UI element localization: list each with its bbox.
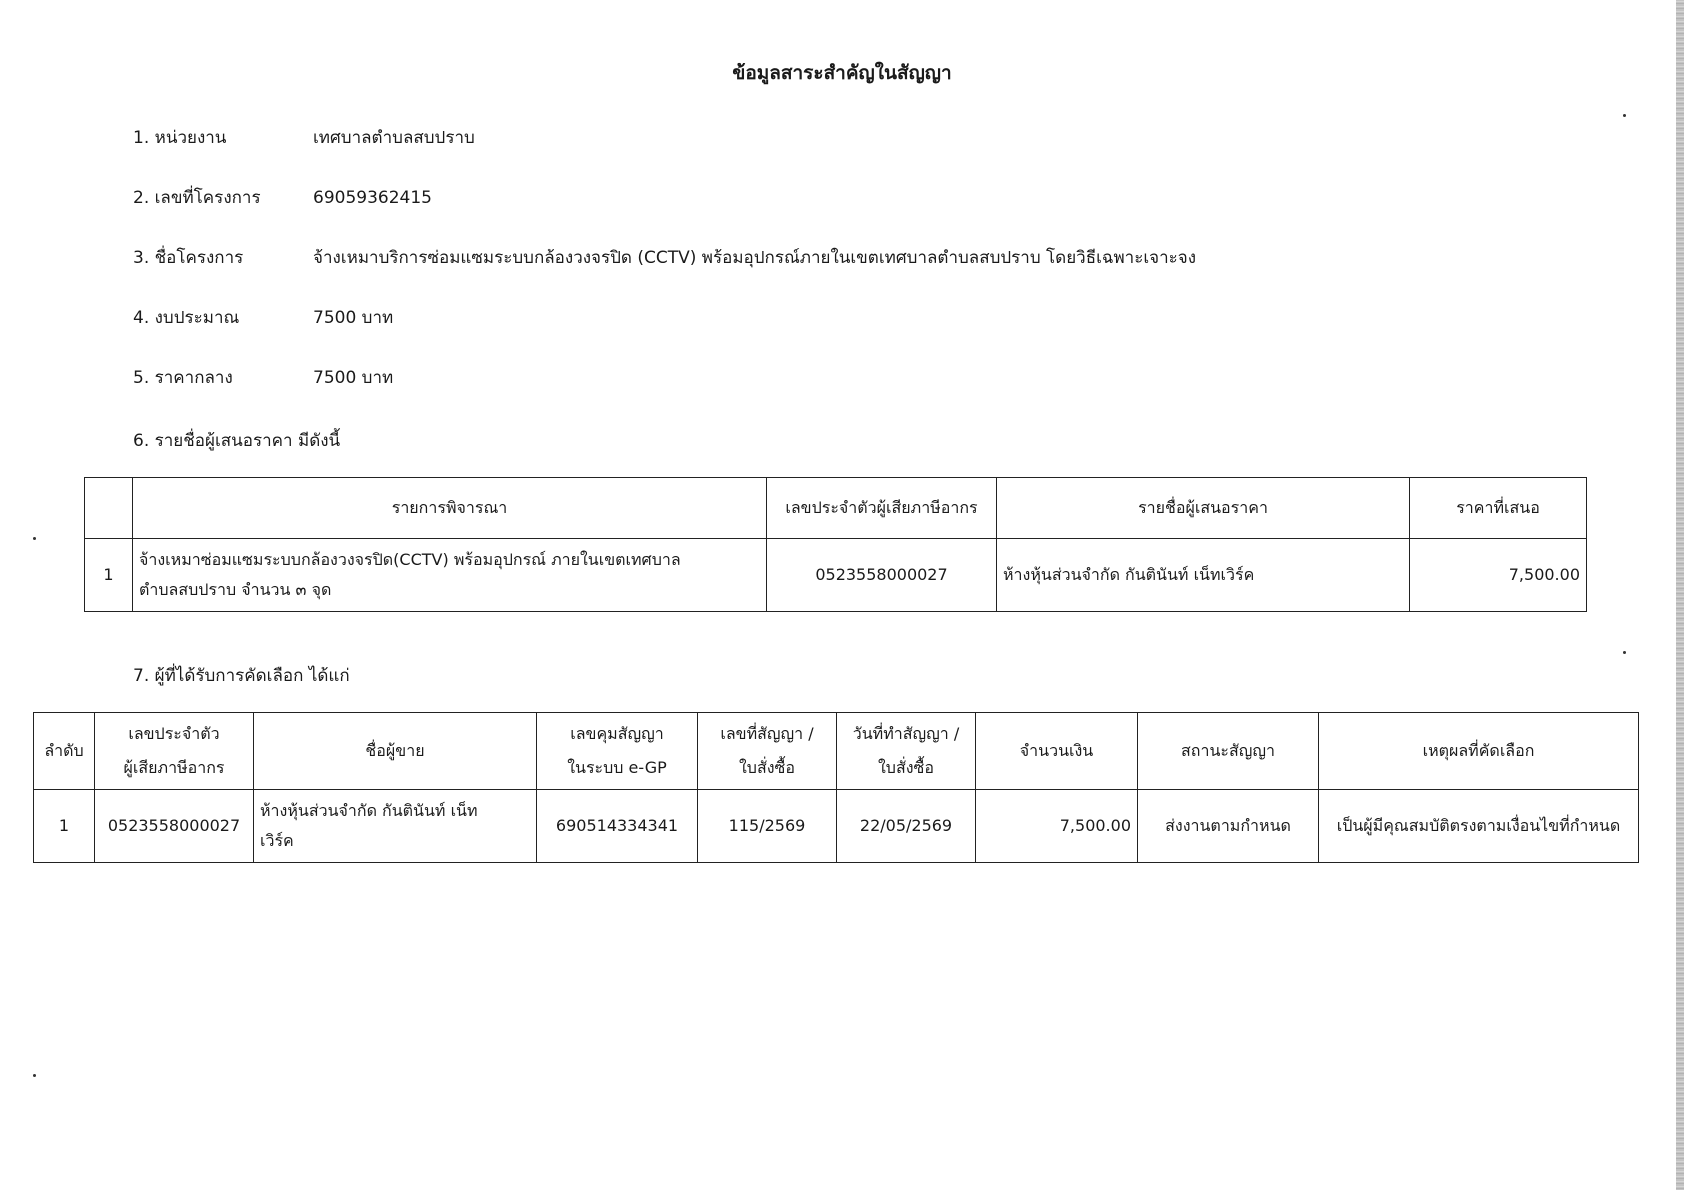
column-header-line: เลขประจำตัว: [128, 724, 220, 743]
scan-speck: [1623, 114, 1626, 117]
column-header-line: ในระบบ e-GP: [567, 758, 667, 777]
column-header: เลขประจำตัวผู้เสียภาษีอากร: [767, 478, 997, 539]
info-value: 7500 บาท: [313, 368, 394, 388]
seller-name-line: ห้างหุ้นส่วนจำกัด กันตินันท์ เน็ท: [260, 801, 478, 820]
column-header: ราคาที่เสนอ: [1410, 478, 1587, 539]
column-header: [95, 713, 254, 790]
info-label: 2. เลขที่โครงการ: [133, 188, 261, 208]
info-value: 7500 บาท: [313, 308, 394, 328]
column-header: [837, 713, 976, 790]
column-header-line: ผู้เสียภาษีอากร: [123, 758, 225, 777]
seller-name-line: เวิร์ค: [260, 831, 294, 850]
item-description-line: จ้างเหมาซ่อมแซมระบบกล้องวงจรปิด(CCTV) พร้อมอุปกรณ์ ภายในเขตเทศบาล: [139, 550, 681, 569]
info-label: 1. หน่วยงาน: [133, 128, 227, 148]
column-header: ลำดับ: [34, 713, 95, 790]
column-header-line: วันที่ทำสัญญา /: [852, 724, 960, 743]
table-row: [34, 790, 1639, 863]
row-number: 1: [34, 790, 95, 863]
tax-id: 0523558000027: [767, 539, 997, 612]
column-header: [537, 713, 698, 790]
column-header: รายการพิจารณา: [133, 478, 767, 539]
column-header: [85, 478, 133, 539]
column-header-line: ใบสั่งซื้อ: [877, 758, 934, 777]
offered-price: 7,500.00: [1410, 539, 1587, 612]
info-value: 69059362415: [313, 188, 432, 208]
contract-status: ส่งงานตามกำหนด: [1138, 790, 1319, 863]
scan-speck: [33, 537, 36, 540]
bidder-name: ห้างหุ้นส่วนจำกัด กันตินันท์ เน็ทเวิร์ค: [997, 539, 1410, 612]
table-header-row: [34, 713, 1639, 790]
page-title: ข้อมูลสาระสำคัญในสัญญา: [732, 62, 952, 84]
info-label: 4. งบประมาณ: [133, 308, 240, 328]
row-number: 1: [85, 539, 133, 612]
contract-amount: 7,500.00: [976, 790, 1138, 863]
scan-speck: [1623, 651, 1626, 654]
tax-id: 0523558000027: [95, 790, 254, 863]
column-header-line: เลขที่สัญญา /: [720, 724, 814, 743]
selection-reason: เป็นผู้มีคุณสมบัติตรงตามเงื่อนไขที่กำหนด: [1319, 790, 1639, 863]
control-number: 690514334341: [537, 790, 698, 863]
column-header-line: เลขคุมสัญญา: [570, 724, 664, 743]
item-description: [133, 539, 767, 612]
column-header: [698, 713, 837, 790]
bidders-table: [84, 477, 1587, 612]
winner-table: [33, 712, 1639, 863]
column-header: รายชื่อผู้เสนอราคา: [997, 478, 1410, 539]
table-row: [85, 539, 1587, 612]
info-value: เทศบาลตำบลสบปราบ: [313, 128, 475, 148]
info-label: 3. ชื่อโครงการ: [133, 248, 244, 268]
column-header: จำนวนเงิน: [976, 713, 1138, 790]
column-header: ชื่อผู้ขาย: [254, 713, 537, 790]
column-header: สถานะสัญญา: [1138, 713, 1319, 790]
seller-name: [254, 790, 537, 863]
contract-number: 115/2569: [698, 790, 837, 863]
table-header-row: [85, 478, 1587, 539]
winner-heading: 7. ผู้ที่ได้รับการคัดเลือก ได้แก่: [133, 666, 350, 686]
bidders-heading: 6. รายชื่อผู้เสนอราคา มีดังนี้: [133, 431, 341, 451]
info-value: จ้างเหมาบริการซ่อมแซมระบบกล้องวงจรปิด (CCTV) พร้อมอุปกรณ์ภายในเขตเทศบาลตำบลสบปราบ โดยวิธีเฉพาะเจาะจง: [313, 248, 1197, 268]
column-header-line: ใบสั่งซื้อ: [738, 758, 795, 777]
column-header: เหตุผลที่คัดเลือก: [1319, 713, 1639, 790]
info-label: 5. ราคากลาง: [133, 368, 233, 388]
scan-edge: [1676, 0, 1684, 1190]
item-description-line: ตำบลสบปราบ จำนวน ๓ จุด: [139, 580, 332, 599]
contract-date: 22/05/2569: [837, 790, 976, 863]
scan-speck: [33, 1074, 36, 1077]
